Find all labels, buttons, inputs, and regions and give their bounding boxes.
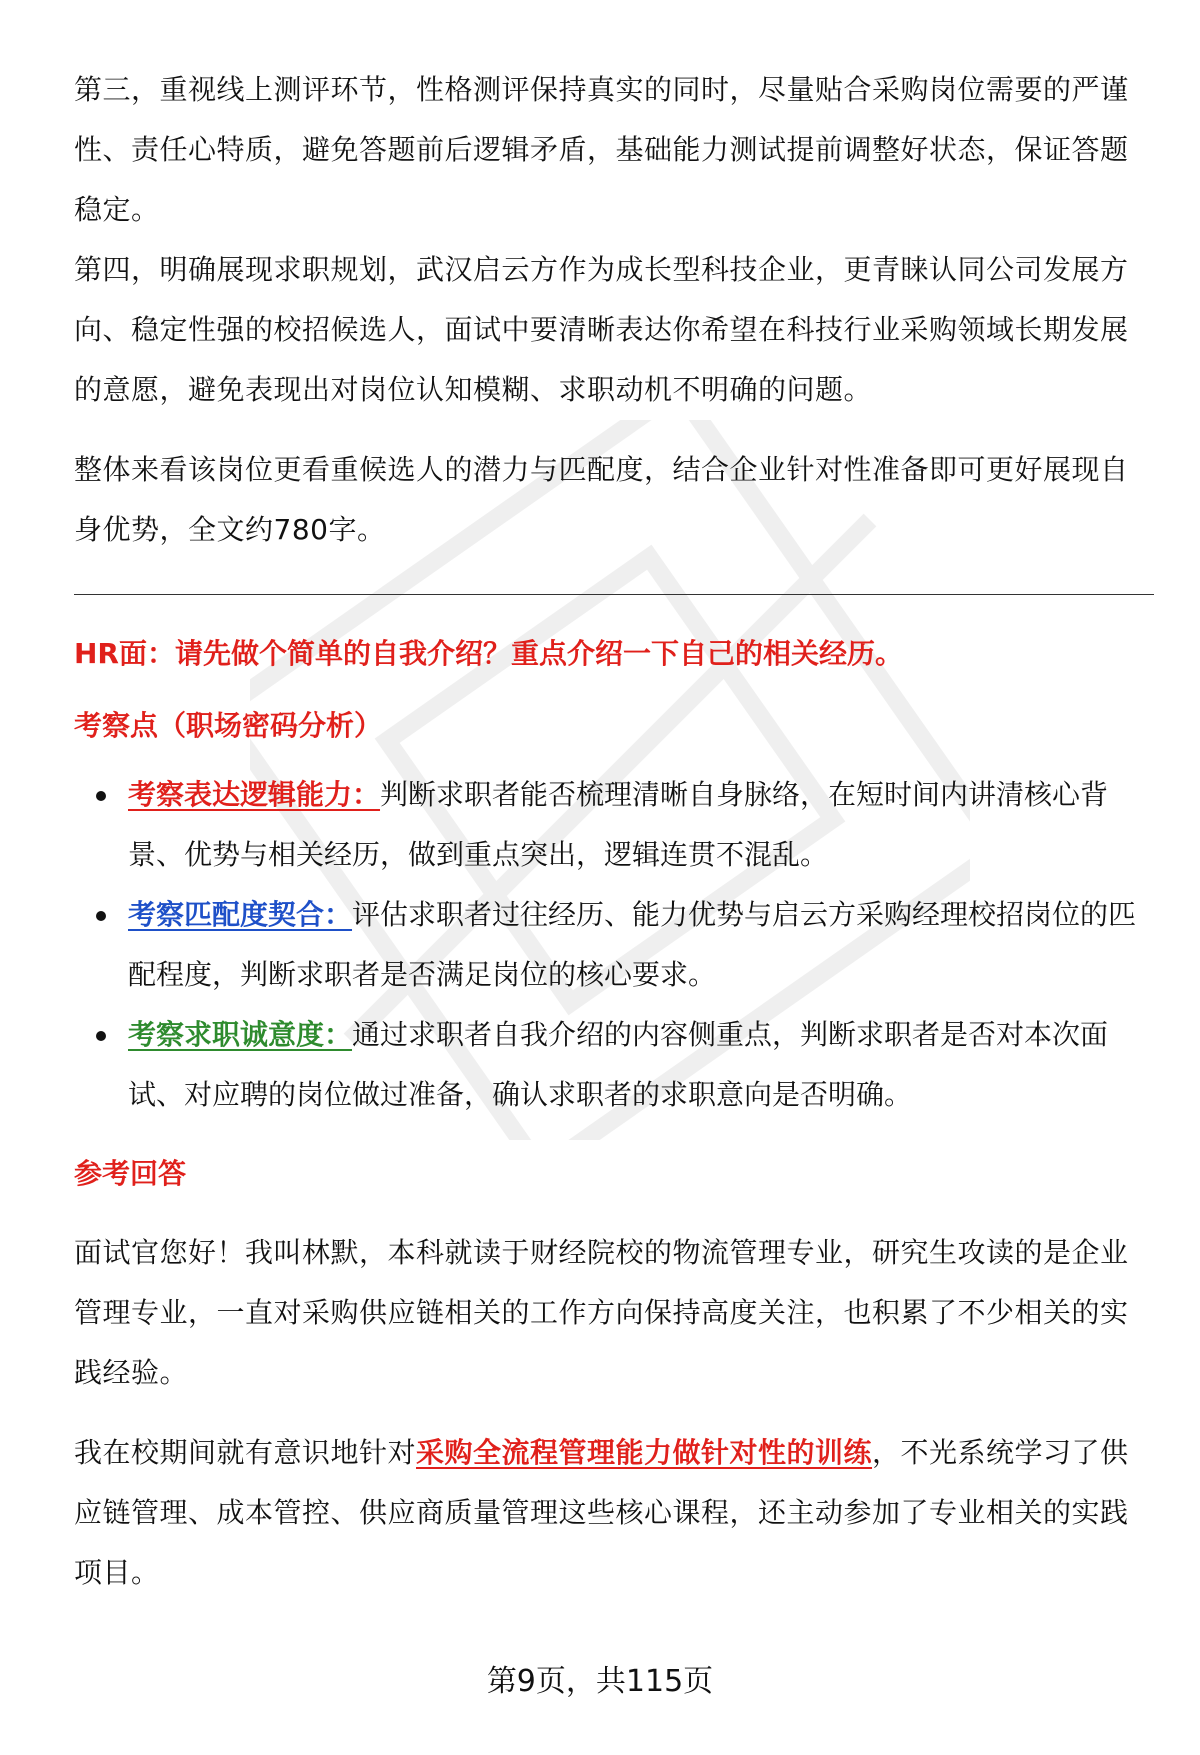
main-content: [74, 60, 1154, 1603]
reference-answer-heading: 参考回答: [74, 1157, 187, 1190]
list-item: [74, 765, 1154, 885]
paragraph-third-point: 第三，重视线上测评环节，性格测评保持真实的同时，尽量贴合采购岗位需要的严谨性、责任心特质，避免答题前后逻辑矛盾，基础能力测试提前调整好状态，保证答题稳定。: [74, 73, 1129, 226]
answer-text-after: ，不光系统学习了供应链管理、成本管控、供应商质量管理这些核心课程，还主动参加了专业相关的实践项目。: [74, 1436, 1129, 1589]
list-item: [74, 885, 1154, 1005]
answer-paragraph-2: [74, 1423, 1154, 1603]
bullet-icon: [96, 911, 106, 921]
section-divider: [74, 594, 1154, 595]
point-text: 判断求职者能否梳理清晰自身脉络，在短时间内讲清核心背景、优势与相关经历，做到重点突出，逻辑连贯不混乱。: [128, 778, 1109, 871]
point-text: 通过求职者自我介绍的内容侧重点，判断求职者是否对本次面试、对应聘的岗位做过准备，确认求职者的求职意向是否明确。: [128, 1018, 1109, 1111]
question-heading: HR面：请先做个简单的自我介绍？重点介绍一下自己的相关经历。: [74, 637, 903, 670]
analysis-heading: 考察点（职场密码分析）: [74, 709, 383, 742]
point-keyword: 考察求职诚意度：: [128, 1018, 353, 1051]
analysis-points-list: [74, 765, 1154, 1125]
paragraph-fourth-point: 第四，明确展现求职规划，武汉启云方作为成长型科技企业，更青睐认同公司发展方向、稳定性强的校招候选人，面试中要清晰表达你希望在科技行业采购领域长期发展的意愿，避免表现出对岗位认知模糊、求职动机不明确的问题。: [74, 253, 1129, 406]
answer-highlight: 采购全流程管理能力做针对性的训练: [416, 1436, 873, 1469]
paragraph-summary: 整体来看该岗位更看重候选人的潜力与匹配度，结合企业针对性准备即可更好展现自身优势，全文约780字。: [74, 453, 1129, 546]
list-item: [74, 1005, 1154, 1125]
page-number-footer: 第9页，共115页: [486, 1664, 714, 1699]
point-keyword: 考察表达逻辑能力：: [128, 778, 381, 811]
bullet-icon: [96, 1031, 106, 1041]
point-text: 评估求职者过往经历、能力优势与启云方采购经理校招岗位的匹配程度，判断求职者是否满足岗位的核心要求。: [128, 898, 1137, 991]
answer-paragraph-1: 面试官您好！我叫林默，本科就读于财经院校的物流管理专业，研究生攻读的是企业管理专业，一直对采购供应链相关的工作方向保持高度关注，也积累了不少相关的实践经验。: [74, 1236, 1129, 1389]
point-keyword: 考察匹配度契合：: [128, 898, 353, 931]
answer-text-before: 我在校期间就有意识地针对: [74, 1436, 417, 1469]
bullet-icon: [96, 791, 106, 801]
